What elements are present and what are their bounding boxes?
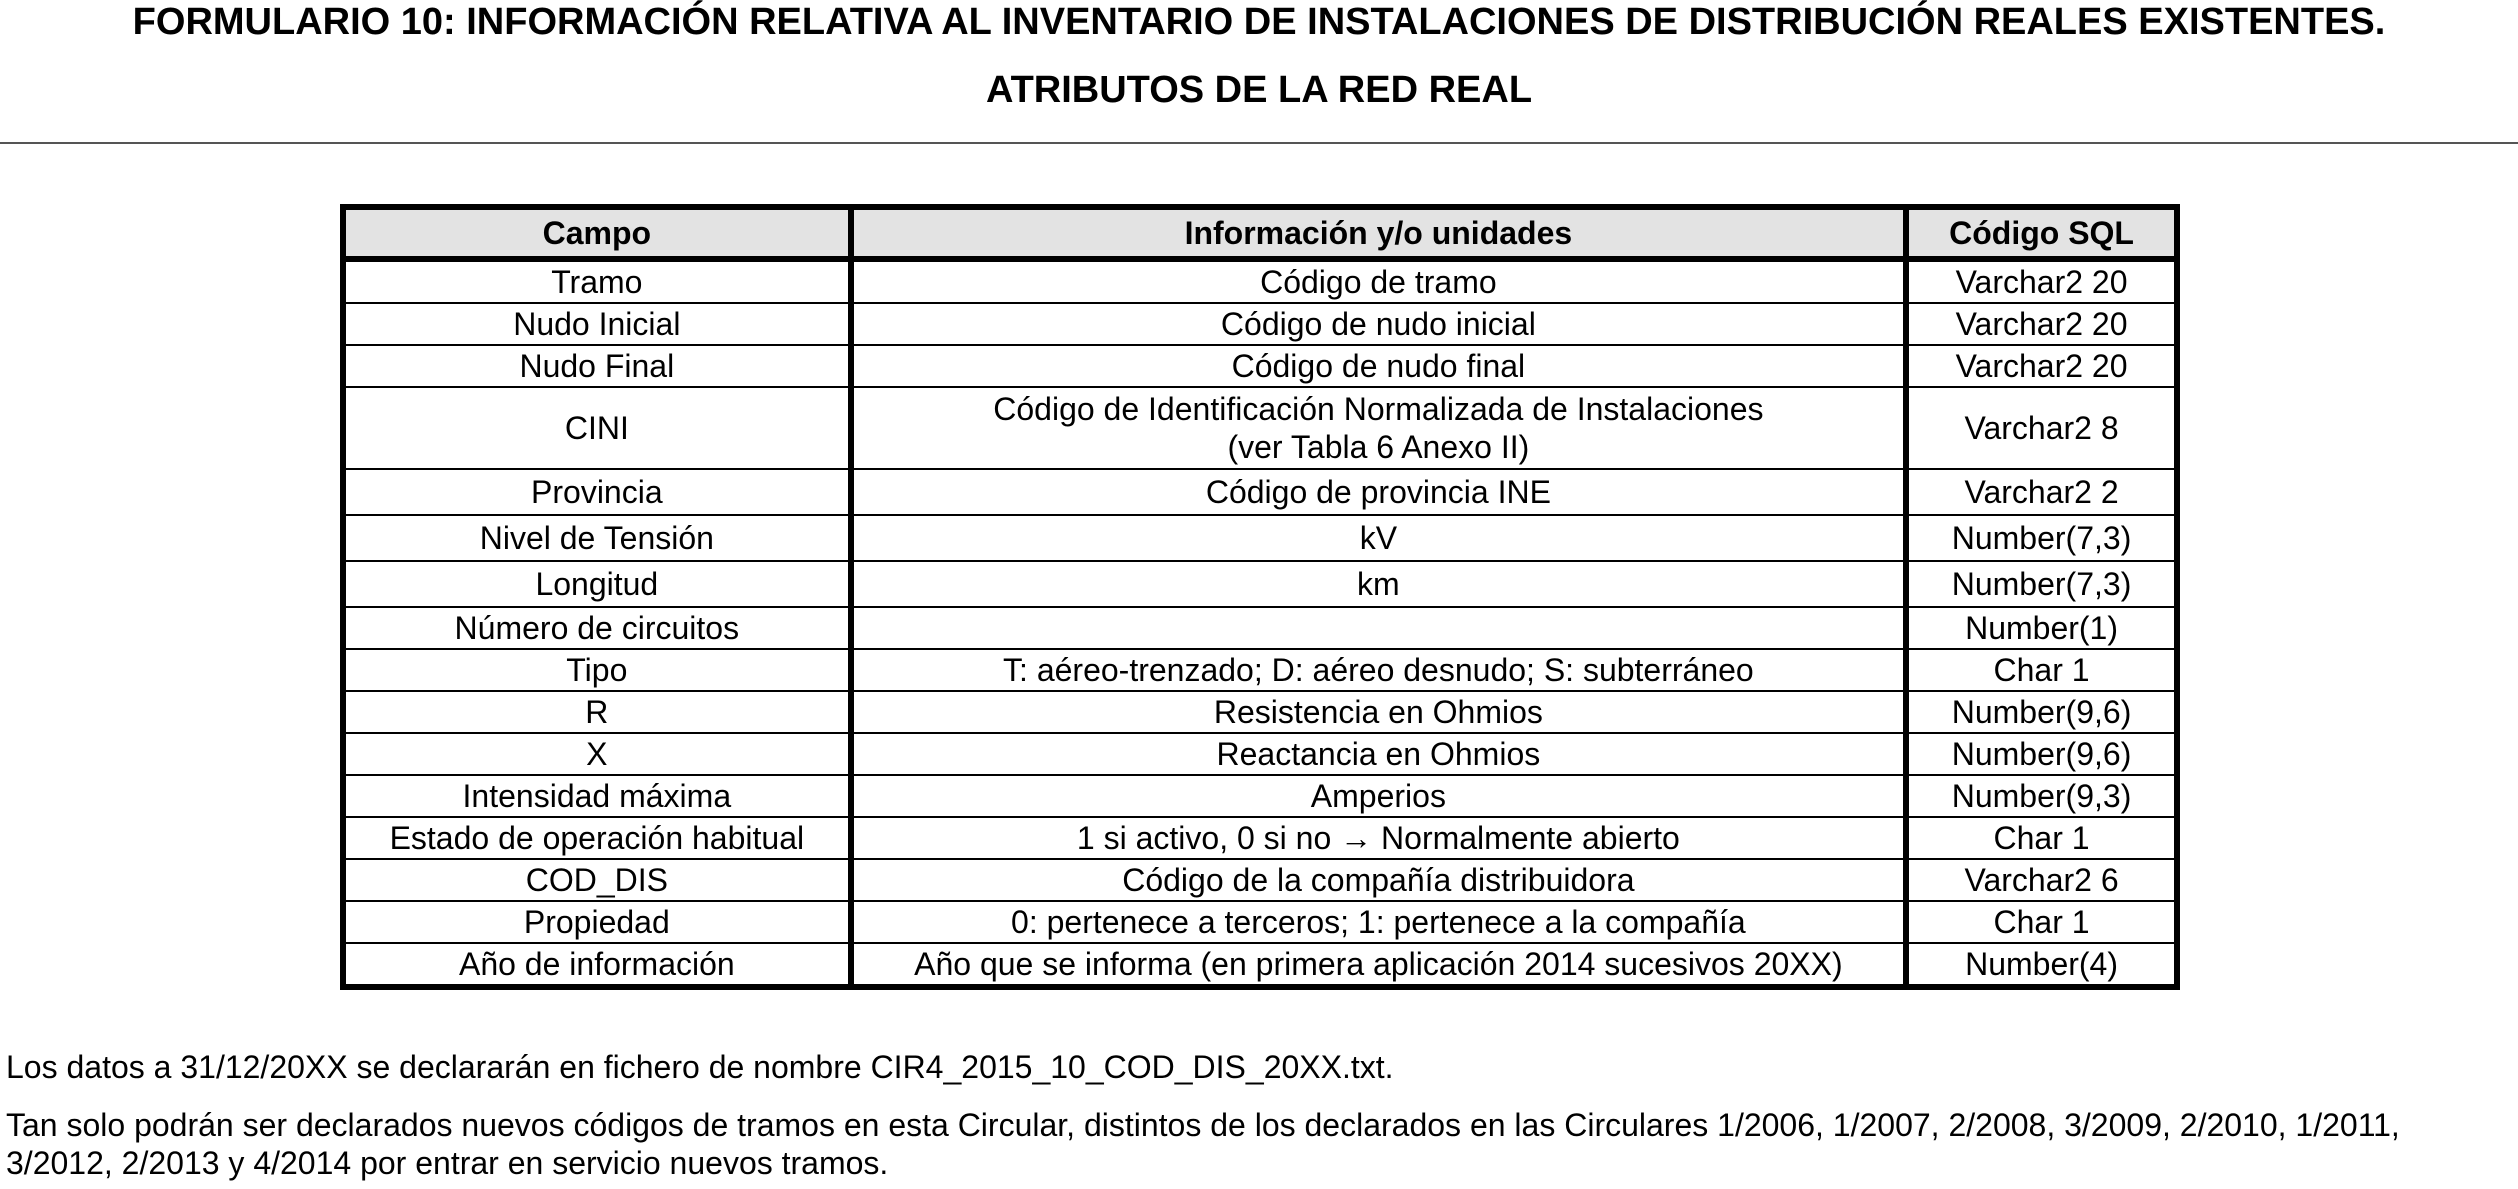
table-row <box>343 775 2177 817</box>
cell-info: Código de nudo final <box>851 345 1906 387</box>
cell-sql: Number(9,6) <box>1906 691 2177 733</box>
table-row <box>343 649 2177 691</box>
table-row <box>343 303 2177 345</box>
file-name-note: Los datos a 31/12/20XX se declararán en fichero de nombre CIR4_2015_10_COD_DIS_20XX.txt. <box>6 1049 1394 1085</box>
table-row <box>343 387 2177 469</box>
cell-campo: X <box>343 733 851 775</box>
cell-sql: Char 1 <box>1906 817 2177 859</box>
cell-info <box>851 607 1906 649</box>
cell-campo: Tipo <box>343 649 851 691</box>
table-header-row <box>343 207 2177 259</box>
cell-campo: Longitud <box>343 561 851 607</box>
cell-info <box>851 387 1906 469</box>
cell-sql: Char 1 <box>1906 901 2177 943</box>
cell-campo: Nudo Inicial <box>343 303 851 345</box>
document-header <box>0 0 2518 144</box>
attributes-table <box>340 204 2180 990</box>
cell-info: Código de provincia INE <box>851 469 1906 515</box>
table-row <box>343 859 2177 901</box>
cell-info: Año que se informa (en primera aplicación 2014 sucesivos 20XX) <box>851 943 1906 987</box>
cell-info: Código de nudo inicial <box>851 303 1906 345</box>
header-campo: Campo <box>343 207 851 259</box>
cell-info: 1 si activo, 0 si no → Normalmente abierto <box>851 817 1906 859</box>
table-row <box>343 943 2177 987</box>
table-row <box>343 817 2177 859</box>
cell-campo: Intensidad máxima <box>343 775 851 817</box>
cell-info-line2: (ver Tabla 6 Anexo II) <box>1227 429 1530 465</box>
document-subtitle: ATRIBUTOS DE LA RED REAL <box>985 69 1533 111</box>
cell-sql: Varchar2 20 <box>1906 303 2177 345</box>
cell-info: kV <box>851 515 1906 561</box>
cell-campo: COD_DIS <box>343 859 851 901</box>
cell-sql: Char 1 <box>1906 649 2177 691</box>
cell-sql: Number(9,6) <box>1906 733 2177 775</box>
header-informacion: Información y/o unidades <box>851 207 1906 259</box>
document-title: FORMULARIO 10: INFORMACIÓN RELATIVA AL INVENTARIO DE INSTALACIONES DE DISTRIBUCIÓN REALES EXISTENTES. <box>132 1 2386 43</box>
cell-campo: CINI <box>343 387 851 469</box>
table-row <box>343 515 2177 561</box>
cell-info: Amperios <box>851 775 1906 817</box>
cell-info: Código de la compañía distribuidora <box>851 859 1906 901</box>
cell-sql: Number(9,3) <box>1906 775 2177 817</box>
cell-info: Resistencia en Ohmios <box>851 691 1906 733</box>
cell-sql: Varchar2 20 <box>1906 259 2177 303</box>
cell-campo: Provincia <box>343 469 851 515</box>
table-row <box>343 259 2177 303</box>
cell-campo: Nivel de Tensión <box>343 515 851 561</box>
table-row <box>343 469 2177 515</box>
cell-sql: Varchar2 6 <box>1906 859 2177 901</box>
cell-sql: Varchar2 8 <box>1906 387 2177 469</box>
cell-info: Código de tramo <box>851 259 1906 303</box>
cell-campo: Nudo Final <box>343 345 851 387</box>
cell-sql: Number(1) <box>1906 607 2177 649</box>
table-row <box>343 607 2177 649</box>
table-row <box>343 733 2177 775</box>
table-row <box>343 691 2177 733</box>
cell-sql: Varchar2 2 <box>1906 469 2177 515</box>
cell-sql: Varchar2 20 <box>1906 345 2177 387</box>
cell-info: Reactancia en Ohmios <box>851 733 1906 775</box>
cell-campo: Propiedad <box>343 901 851 943</box>
cell-info-line1: Código de Identificación Normalizada de Instalaciones <box>993 391 1764 427</box>
cell-info: km <box>851 561 1906 607</box>
new-codes-note: Tan solo podrán ser declarados nuevos códigos de tramos en esta Circular, distintos de los declarados en las Circulares 1/2006, 1/2007, 2/2008, 3/2009, 2/2010, 1/2011, 3/2012, 2/2013 y 4/2014 por entrar en servicio nuevos tramos. <box>6 1107 2400 1181</box>
header-codigo-sql: Código SQL <box>1906 207 2177 259</box>
cell-campo: R <box>343 691 851 733</box>
cell-sql: Number(4) <box>1906 943 2177 987</box>
cell-info: T: aéreo-trenzado; D: aéreo desnudo; S: subterráneo <box>851 649 1906 691</box>
cell-campo: Año de información <box>343 943 851 987</box>
cell-campo: Tramo <box>343 259 851 303</box>
cell-campo: Número de circuitos <box>343 607 851 649</box>
table-row <box>343 901 2177 943</box>
cell-info: 0: pertenece a terceros; 1: pertenece a la compañía <box>851 901 1906 943</box>
table-row <box>343 345 2177 387</box>
cell-sql: Number(7,3) <box>1906 515 2177 561</box>
cell-sql: Number(7,3) <box>1906 561 2177 607</box>
table-row <box>343 561 2177 607</box>
cell-campo: Estado de operación habitual <box>343 817 851 859</box>
